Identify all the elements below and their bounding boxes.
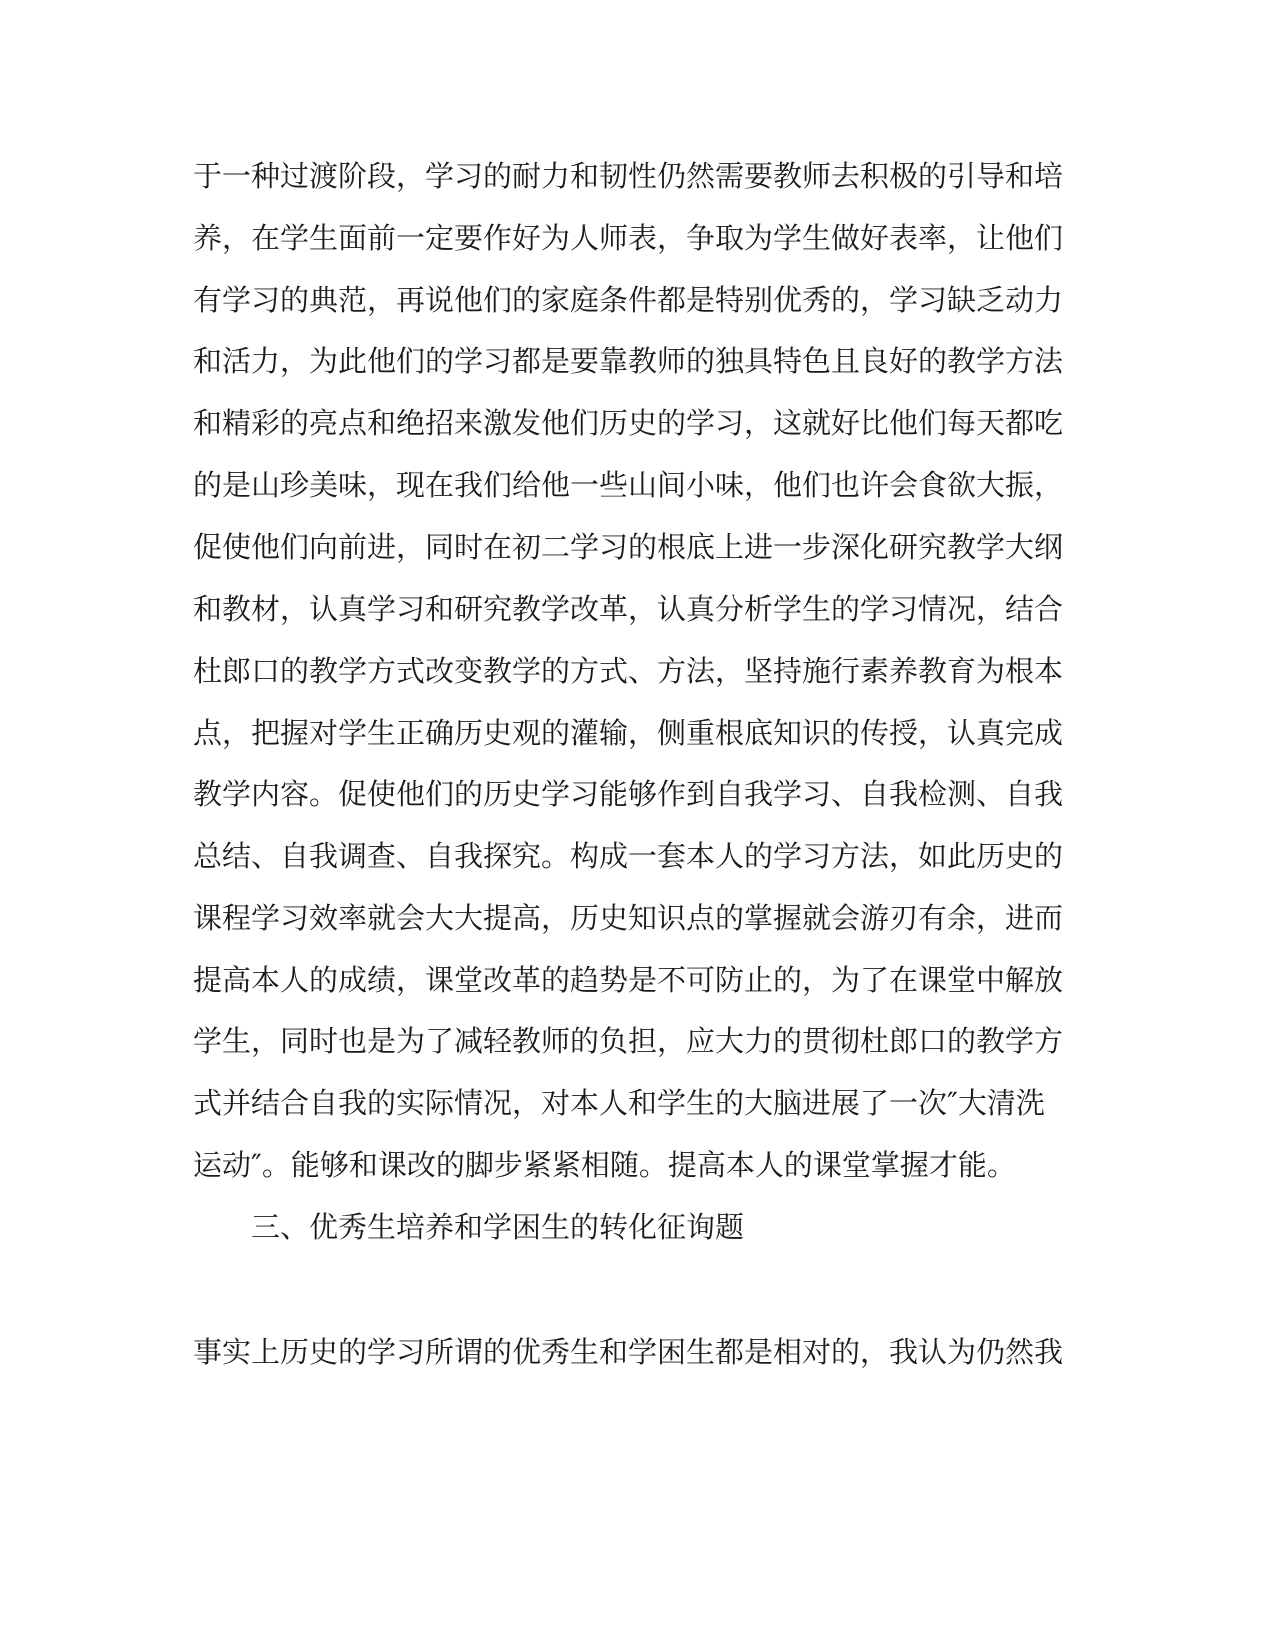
paragraph-line: 于一种过渡阶段，学习的耐力和韧性仍然需要教师去积极的引导和培 xyxy=(193,159,1064,193)
paragraph-line: 杜郎口的教学方式改变教学的方式、方法，坚持施行素养教育为根本 xyxy=(193,654,1064,688)
section-heading: 三、优秀生培养和学困生的转化征询题 xyxy=(251,1210,745,1244)
paragraph-line: 和教材，认真学习和研究教学改革，认真分析学生的学习情况，结合 xyxy=(193,592,1064,626)
paragraph-line: 学生，同时也是为了减轻教师的负担，应大力的贯彻杜郎口的教学方 xyxy=(193,1024,1064,1058)
paragraph-line: 提高本人的成绩，课堂改革的趋势是不可防止的，为了在课堂中解放 xyxy=(193,963,1064,997)
paragraph-line: 点，把握对学生正确历史观的灌输，侧重根底知识的传授，认真完成 xyxy=(193,716,1064,750)
paragraph-line: 教学内容。促使他们的历史学习能够作到自我学习、自我检测、自我 xyxy=(193,777,1064,811)
paragraph-line: 有学习的典范，再说他们的家庭条件都是特别优秀的，学习缺乏动力 xyxy=(193,283,1064,317)
paragraph-line: 和活力，为此他们的学习都是要靠教师的独具特色且良好的教学方法 xyxy=(193,344,1064,378)
paragraph-line: 课程学习效率就会大大提高，历史知识点的掌握就会游刃有余，进而 xyxy=(193,901,1064,935)
paragraph-line: 的是山珍美味，现在我们给他一些山间小味，他们也许会食欲大振， xyxy=(193,468,1064,502)
paragraph-line: 运动″。能够和课改的脚步紧紧相随。提高本人的课堂掌握才能。 xyxy=(193,1148,1016,1182)
paragraph-line: 式并结合自我的实际情况，对本人和学生的大脑进展了一次″大清洗 xyxy=(193,1086,1045,1120)
paragraph-line: 促使他们向前进，同时在初二学习的根底上进一步深化研究教学大纲 xyxy=(193,530,1064,564)
paragraph-line: 总结、自我调查、自我探究。构成一套本人的学习方法，如此历史的 xyxy=(193,839,1064,873)
paragraph-line: 和精彩的亮点和绝招来激发他们历史的学习，这就好比他们每天都吃 xyxy=(193,406,1064,440)
paragraph-line: 事实上历史的学习所谓的优秀生和学困生都是相对的，我认为仍然我 xyxy=(193,1335,1064,1369)
paragraph-line: 养，在学生面前一定要作好为人师表，争取为学生做好表率，让他们 xyxy=(193,221,1064,255)
